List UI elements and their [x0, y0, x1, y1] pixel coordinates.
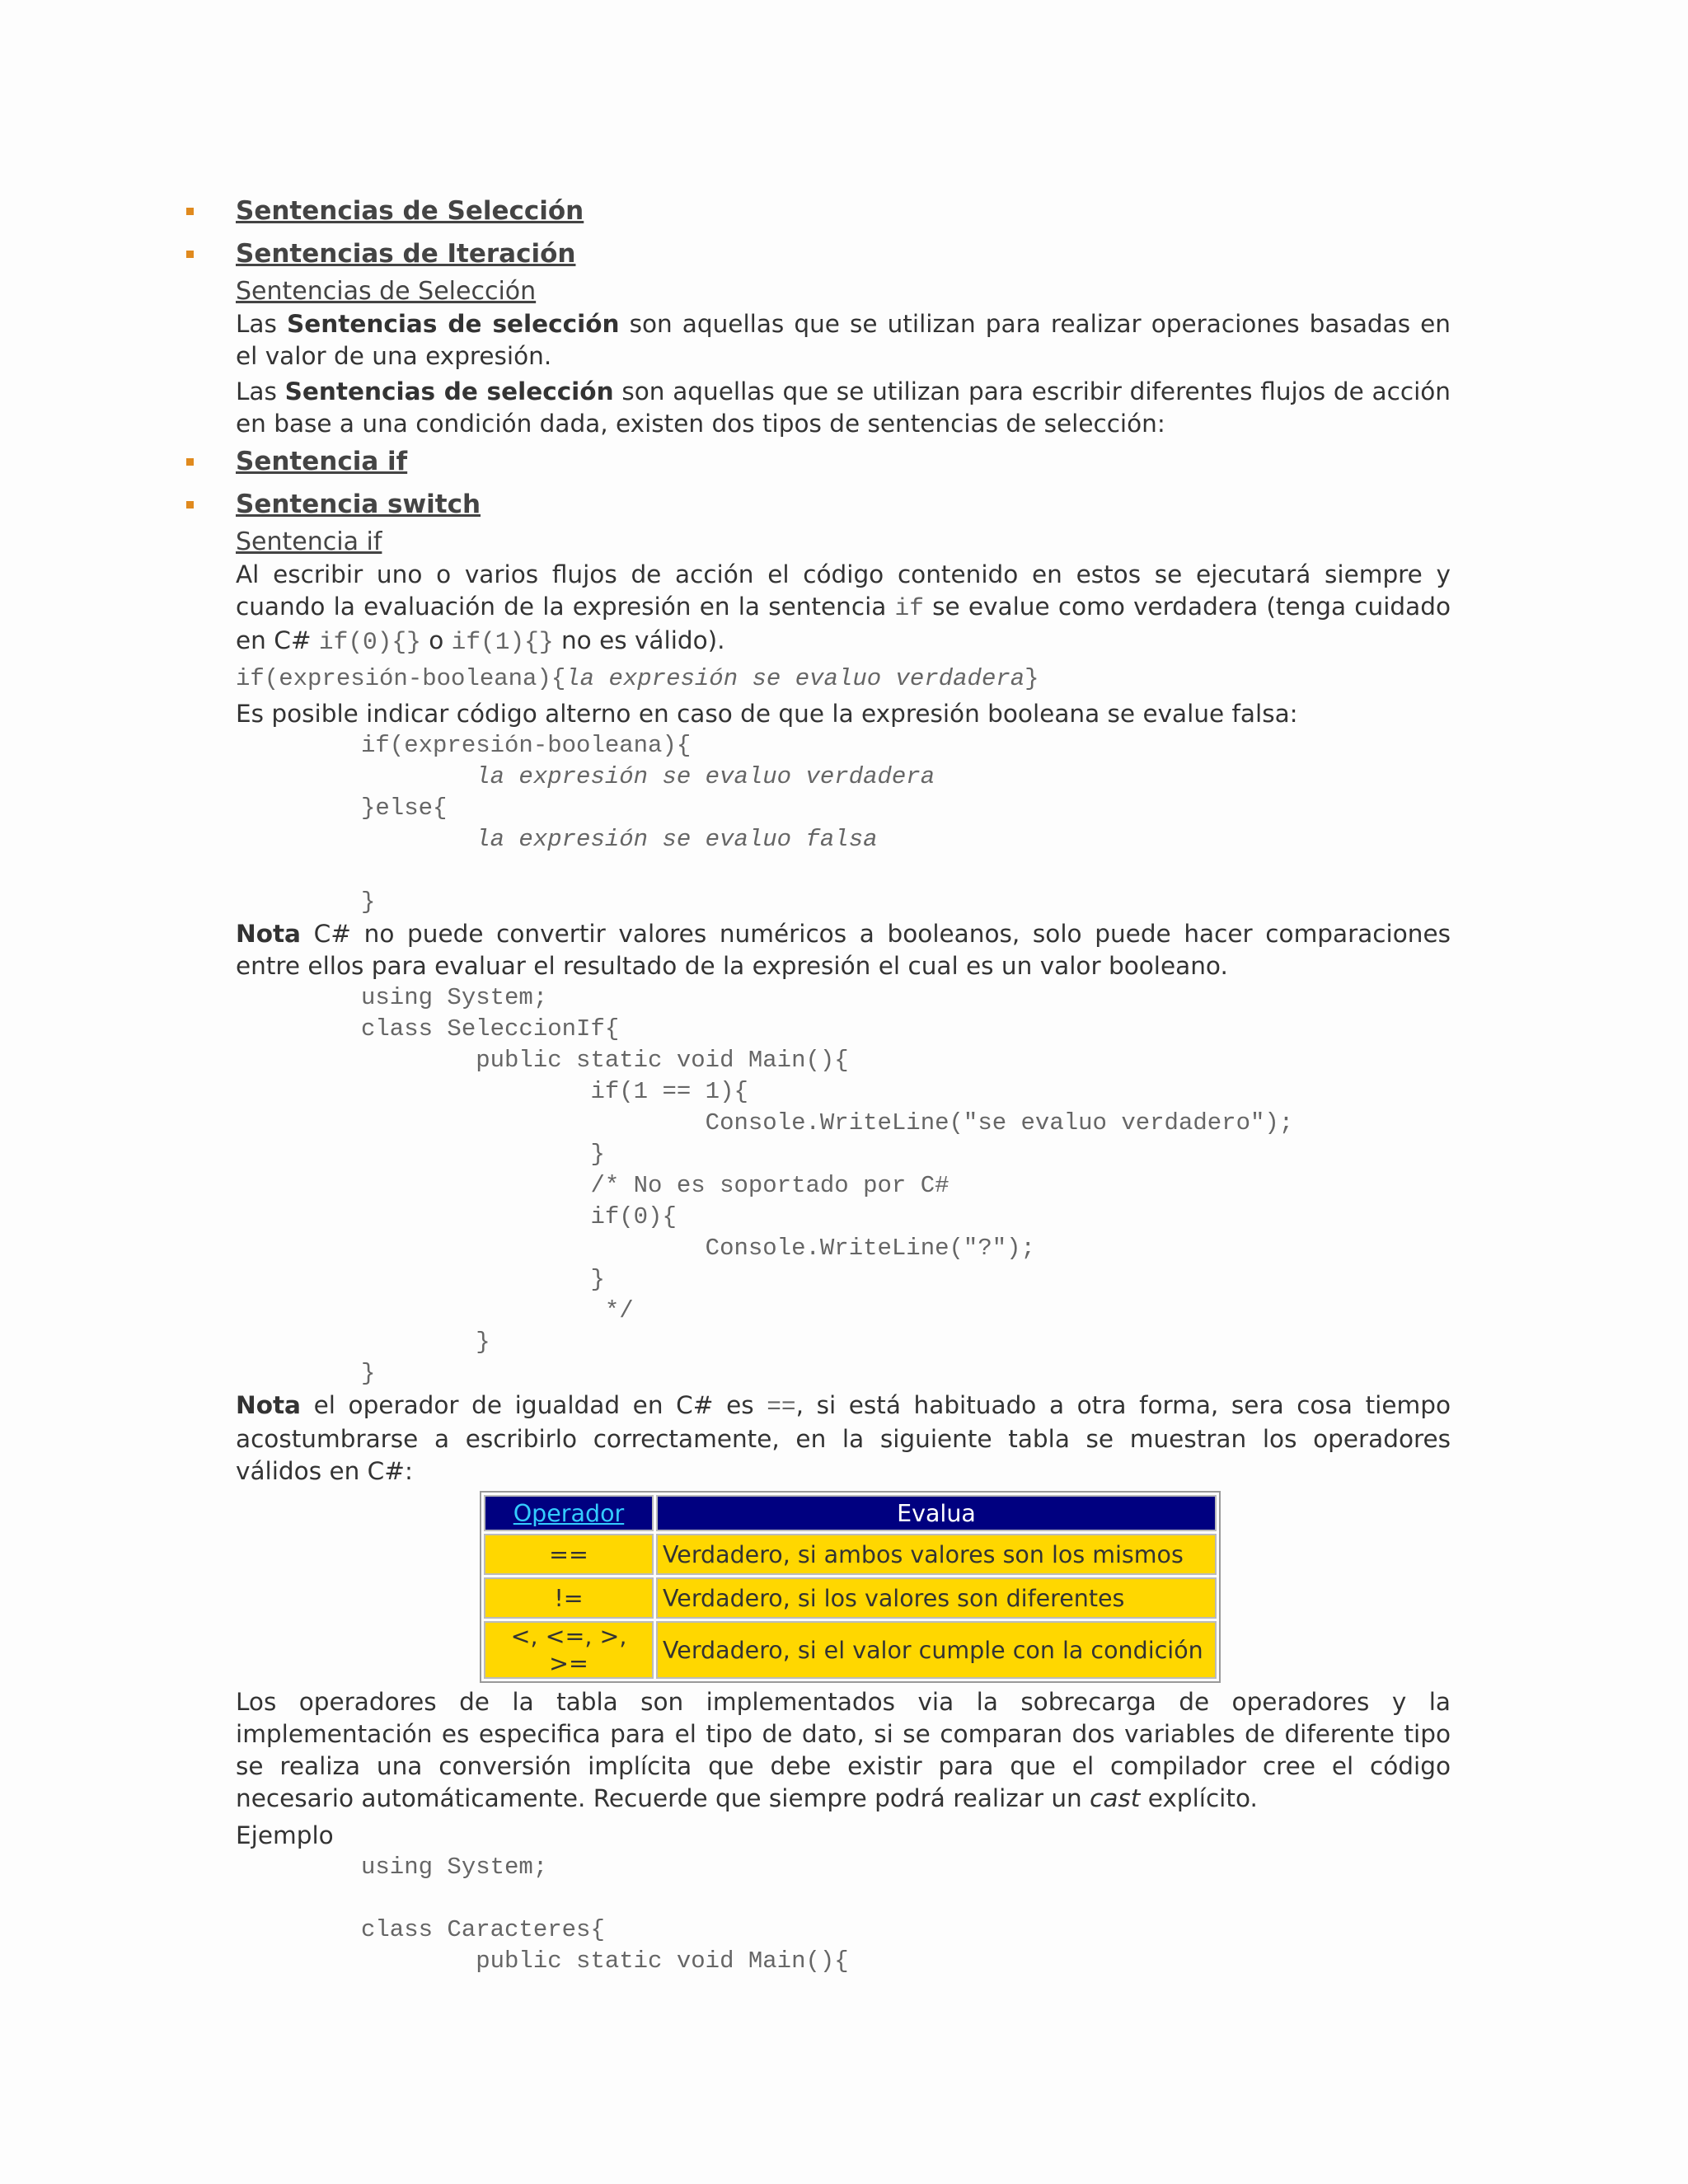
- column-header-evalua: Evalua: [656, 1495, 1217, 1531]
- operator-cell: ==: [484, 1534, 654, 1575]
- link-sentencia-switch[interactable]: Sentencia switch: [236, 490, 481, 519]
- sub-nav-list: [236, 447, 1451, 526]
- paragraph: Es posible indicar código alterno en caso de que la expresión booleana se evalue falsa:: [236, 700, 1298, 728]
- evalua-cell: Verdadero, si los valores son diferentes: [656, 1577, 1217, 1619]
- operator-cell: !=: [484, 1577, 654, 1619]
- link-sentencia-if[interactable]: Sentencia if: [236, 447, 408, 476]
- square-bullet-icon: [186, 208, 194, 215]
- list-item: [236, 447, 1451, 490]
- paragraph: Las Sentencias de selección son aquellas que se utilizan para realizar operaciones basadas en el valor de una expresión.: [236, 310, 1451, 370]
- list-item: [236, 196, 1451, 239]
- list-item: [236, 239, 1451, 275]
- nota-label: Nota: [236, 920, 301, 948]
- bold-term: Sentencias de selección: [286, 310, 620, 338]
- paragraph-nota: Nota C# no puede convertir valores numéricos a booleanos, solo puede hacer comparaciones entre ellos para evaluar el resultado de la expresión el cual es un valor booleano.: [236, 920, 1451, 980]
- top-nav-list: [236, 196, 1451, 275]
- paragraph: Las Sentencias de selección son aquellas que se utilizan para escribir diferentes flujos de acción en base a una condición dada, existen dos tipos de sentencias de selección:: [236, 377, 1451, 438]
- code-block-example1: using System; class SeleccionIf{ public static void Main(){ if(1 == 1){ Console.WriteLine("se evaluo verdadero"); } /* No es soportado por C# if(0){ Console.WriteLine("?"); } */ } }: [361, 984, 1294, 1387]
- operators-table: [480, 1491, 1221, 1683]
- bold-term: Sentencias de selección: [284, 377, 614, 405]
- code-block-example2: using System; class Caracteres{ public static void Main(){: [361, 1854, 849, 1975]
- evalua-cell: Verdadero, si el valor cumple con la condición: [656, 1621, 1217, 1679]
- section-title-if: Sentencia if: [236, 527, 382, 556]
- table-row: [484, 1577, 1217, 1619]
- nota-label: Nota: [236, 1391, 301, 1419]
- link-sentencias-seleccion[interactable]: Sentencias de Selección: [236, 196, 584, 226]
- paragraph: Los operadores de la tabla son implementados via la sobrecarga de operadores y la implementación es especifica para el tipo de dato, si se comparan dos variables de diferente tipo se realiza una conversión implícita que debe existir para que el compilador cree el código necesario automáticamente. Recuerde que siempre podrá realizar un cast explícito.: [236, 1688, 1451, 1812]
- column-header-operador[interactable]: Operador: [484, 1495, 654, 1531]
- link-sentencias-iteracion[interactable]: Sentencias de Iteración: [236, 239, 576, 269]
- list-item: [236, 490, 1451, 526]
- square-bullet-icon: [186, 501, 194, 509]
- page-content: [236, 196, 1451, 1977]
- square-bullet-icon: [186, 251, 194, 258]
- square-bullet-icon: [186, 458, 194, 466]
- paragraph: Al escribir uno o varios flujos de acción el código contenido en estos se ejecutará siempre y cuando la evaluación de la expresión en la sentencia if se evalue como verdadera (tenga cuidado en C# if(0){} o if(1){} no es válido).: [236, 560, 1451, 656]
- operator-cell: <, <=, >, >=: [484, 1621, 654, 1679]
- ejemplo-label: Ejemplo: [236, 1821, 334, 1849]
- code-block-if-else: if(expresión-booleana){ la expresión se evaluo verdadera }else{ la expresión se evaluo falsa }: [361, 732, 935, 916]
- table-header-row: [484, 1495, 1217, 1531]
- table-row: [484, 1534, 1217, 1575]
- table-row: [484, 1621, 1217, 1679]
- syntax-line: if(expresión-booleana){la expresión se evaluo verdadera}: [236, 665, 1039, 692]
- paragraph-nota: Nota el operador de igualdad en C# es ==, si está habituado a otra forma, sera cosa tiempo acostumbrarse a escribirlo correctamente, en la siguiente tabla se muestran los operadores válidos en C#:: [236, 1391, 1451, 1485]
- evalua-cell: Verdadero, si ambos valores son los mismos: [656, 1534, 1217, 1575]
- section-title-seleccion: Sentencias de Selección: [236, 277, 537, 306]
